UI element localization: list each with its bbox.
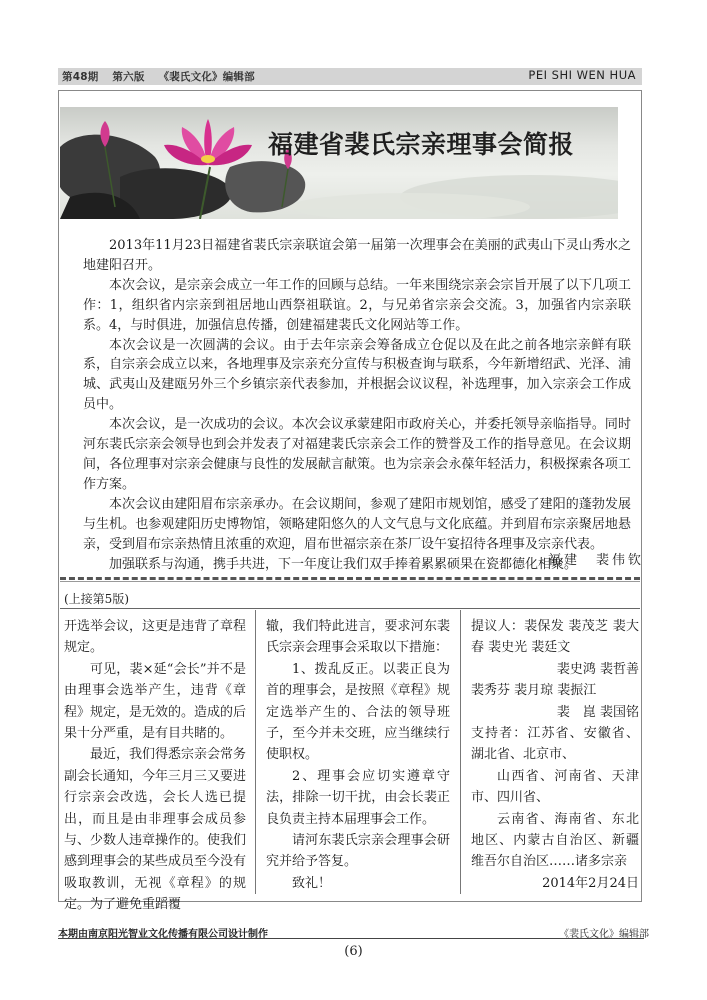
page-header: [58, 68, 642, 85]
banner-title: 福建省裴氏宗亲理事会简报: [268, 130, 575, 159]
column-separator: [460, 610, 461, 894]
footer-credit: 本期由南京阳光智业文化传播有限公司设计制作: [58, 929, 268, 940]
page-edition: 第六版: [112, 71, 145, 83]
column-paragraph: 裴 崑 裴国铭: [556, 704, 639, 720]
article-body: [83, 236, 631, 574]
column-paragraph: 可见，裴×延“会长”并不是由理事会选举产生，违背《章程》规定，是无效的。造成的后果十分严重，是有目共睹的。: [64, 661, 247, 742]
dashed-divider: [60, 577, 640, 580]
article-signature: 福建 裴伟钦: [548, 553, 645, 568]
lotus-banner: [60, 107, 618, 219]
column-date: 2014年2月24日: [542, 875, 639, 891]
article-paragraph: 加强联系与沟通，携手共进，下一年度让我们双手捧着累累硕果在瓷都德化相聚。: [109, 556, 578, 572]
article-paragraph: 本次会议由建阳眉布宗亲承办。在会议期间，参观了建阳市规划馆，感受了建阳的蓬勃发展与生机。也参观建阳历史博物馆，领略建阳悠久的人文气息与文化底蕴。并到眉布宗亲聚居地悬亲，受到眉布宗亲热情且浓重的欢迎，眉布世福宗亲在茶厂设午宴招待各理事及宗亲代表。: [83, 496, 631, 552]
brand-name: PEI SHI WEN HUA: [528, 68, 636, 82]
divider-line: [60, 581, 640, 582]
column-paragraph: 提议人：裴保发 裴茂芝 裴大春 裴史光 裴廷文: [471, 619, 639, 656]
footer-dept: 《裴氏文化》编辑部: [559, 929, 649, 940]
article-paragraph: 2013年11月23日福建省裴氏宗亲联谊会第一届第一次理事会在美丽的武夷山下灵山秀水之地建阳召开。: [83, 238, 631, 273]
article-paragraph: 本次会议是一次圆满的会议。由于去年宗亲会筹备成立仓促以及在此之前各地宗亲鲜有联系，自宗亲会成立以来，各地理事及宗亲充分宣传与积极查询与联系，今年新增绍武、光泽、浦城、武夷山及建瓯另外三个乡镇宗亲代表参加，并根据会议议程，补选理事，加入宗亲会工作成员中。: [83, 337, 631, 413]
issue-number: 第48期: [62, 71, 99, 83]
text-column-2: [266, 616, 450, 894]
column-paragraph: 请河东裴氏宗亲会理事会研究并给予答复。: [266, 833, 450, 870]
column-paragraph: 裴秀芬 裴月琼 裴振江: [471, 683, 597, 699]
column-paragraph: 山西省、河南省、天津市、四川省、: [471, 768, 639, 806]
column-paragraph: 2、理事会应切实遵章守法，排除一切干扰，由会长裴正良负责主持本届理事会工作。: [266, 768, 450, 827]
lotus-painting-image: [60, 107, 618, 219]
page-number: (6): [344, 944, 363, 959]
column-paragraph: 支持者：江苏省、安徽省、湖北省、北京市、: [471, 726, 639, 763]
text-column-3: [471, 616, 639, 894]
continued-label: (上接第5版): [64, 592, 129, 606]
footer-rule: [58, 938, 644, 939]
header-issue-info: [62, 69, 269, 84]
column-paragraph: 致礼！: [292, 875, 332, 891]
editorial-dept: 《裴氏文化》编辑部: [158, 71, 255, 83]
column-separator: [255, 610, 256, 894]
text-column-1: [64, 616, 246, 916]
column-paragraph: 1、拨乱反正。以裴正良为首的理事会，是按照《章程》规定选举产生的、合法的领导班子，至今并未交班，应当继续行使职权。: [266, 661, 450, 763]
column-paragraph: 开选举会议，这更是违背了章程规定。: [64, 619, 247, 656]
column-top-rule: [60, 608, 640, 609]
column-paragraph: 云南省、海南省、东北地区、内蒙古自治区、新疆维吾尔自治区……诸多宗亲: [471, 811, 639, 870]
column-paragraph: 辙，我们特此进言，要求河东裴氏宗亲会理事会采取以下措施：: [266, 619, 450, 656]
column-paragraph: 最近，我们得悉宗亲会常务副会长通知，今年三月三又要进行宗亲会改选，会长人选已提出，而且是由非理事会成员参与、少数人违章操作的。使我们感到理事会的某些成员至今没有吸取教训，无视《章程》的规定。为了避免重蹈覆: [64, 747, 247, 913]
column-paragraph: 裴史鸿 裴哲善: [556, 661, 639, 677]
article-paragraph: 本次会议，是宗亲会成立一年工作的回顾与总结。一年来围绕宗亲会宗旨开展了以下几项工作：1，组织省内宗亲到祖居地山西祭祖联谊。2，与兄弟省宗亲会交流。3，加强省内宗亲联系。4，与时俱进，加强信息传播，创建福建裴氏文化网站等工作。: [83, 277, 631, 333]
article-paragraph: 本次会议，是一次成功的会议。本次会议承蒙建阳市政府关心，并委托领导亲临指导。同时河东裴氏宗亲会领导也到会并发表了对福建裴氏宗亲会工作的赞誉及工作的指导意见。在会议期间，各位理事对宗亲会健康与良性的发展献言献策。也为宗亲会永葆年轻活力，积极探索各项工作方案。: [83, 417, 631, 492]
